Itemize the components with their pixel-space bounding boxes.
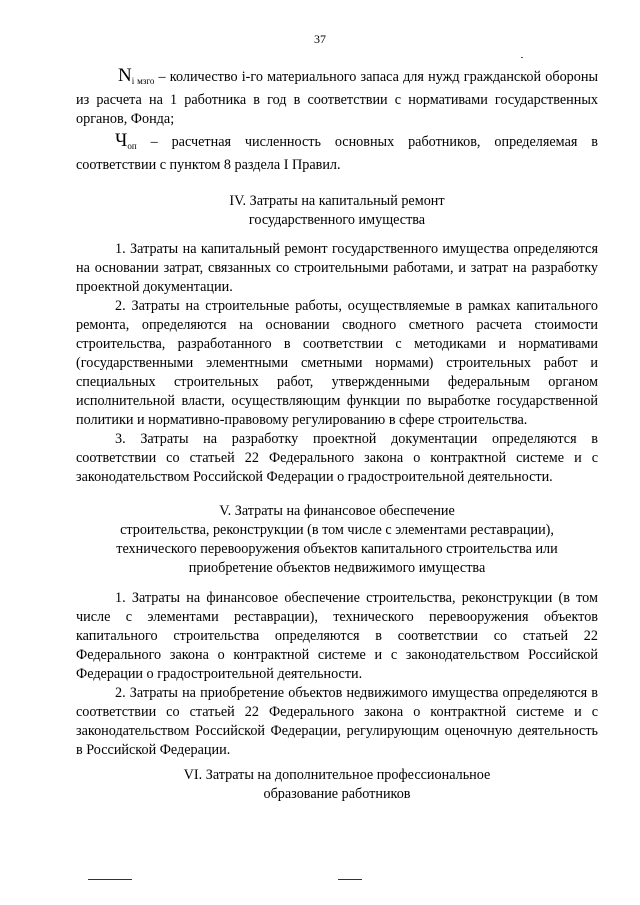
- section-4-paragraph-1: 1. Затраты на капитальный ремонт государственного имущества определяются на основании затрат, связанных со строительными работами, и затрат на разработку проектной документации.: [76, 241, 598, 295]
- section-4-heading: [76, 192, 598, 230]
- section-5-heading: [76, 502, 598, 578]
- symbol-ch: Ч: [115, 130, 128, 151]
- section-5-title-line: технического перевооружения объектов капитального строительства или: [116, 541, 558, 557]
- section-5-paragraph-2: 2. Затраты на приобретение объектов недвижимого имущества определяются в соответствии со статьей 22 Федерального закона о контрактной системе и с законодательством Российской Федерации, регулирующим оценочную деятельность в Российской Федерации.: [76, 685, 598, 758]
- definition-n: [76, 66, 598, 129]
- section-4-body: [76, 240, 598, 487]
- scan-speck: [521, 57, 523, 58]
- section-4-title-line: государственного имущества: [248, 212, 426, 228]
- page-number: 37: [314, 32, 326, 46]
- section-6-title-line: образование работников: [263, 786, 411, 802]
- symbol-ch-subscript: оп: [127, 141, 137, 151]
- section-5-body: [76, 589, 598, 760]
- definition-n-text: – количество i-го материального запаса для нужд гражданской обороны из расчета на 1 работника в год в соответствии с нормативами государственных органов, Фонда;: [76, 69, 598, 127]
- section-6-heading: [76, 766, 598, 804]
- section-5-title-line: приобретение объектов недвижимого имущества: [188, 560, 486, 576]
- footer-rule-right: [338, 879, 362, 880]
- definition-ch-text: – расчетная численность основных работников, определяемая в соответствии с пунктом 8 раздела I Правил.: [76, 134, 598, 173]
- section-4-title-line: IV. Затраты на капитальный ремонт: [229, 193, 445, 209]
- symbol-n-subscript: i мзго: [131, 76, 155, 86]
- section-4-paragraph-3: 3. Затраты на разработку проектной документации определяются в соответствии со статьей 22 Федерального закона о контрактной системе и с законодательством Российской Федерации о градостроительной деятельности.: [76, 431, 598, 485]
- section-6-title-line: VI. Затраты на дополнительное профессиональное: [183, 767, 491, 783]
- section-4-paragraph-2: 2. Затраты на строительные работы, осуществляемые в рамках капитального ремонта, определяются на основании сводного сметного расчета стоимости строительства, разработанного в соответствии с методиками и нормативами (государственными элементными сметными нормами) строительных работ и специальных строительных работ, утвержденными федеральным органом исполнительной власти, осуществляющим функции по выработке государственной политики и нормативно-правовому регулированию в сфере строительства.: [76, 298, 598, 428]
- footer-rule-left: [88, 879, 132, 880]
- definition-ch: [76, 131, 598, 175]
- section-5-paragraph-1: 1. Затраты на финансовое обеспечение строительства, реконструкции (в том числе с элементами реставрации), технического перевооружения объектов капитального строительства определяются в соответствии со статьей 22 Федерального закона о контрактной системе и с законодательством Российской Федерации о градостроительной деятельности.: [76, 590, 598, 682]
- section-5-title-line: V. Затраты на финансовое обеспечение: [219, 503, 455, 519]
- symbol-n: N: [118, 65, 132, 86]
- section-5-title-line: строительства, реконструкции (в том числе с элементами реставрации),: [120, 522, 554, 538]
